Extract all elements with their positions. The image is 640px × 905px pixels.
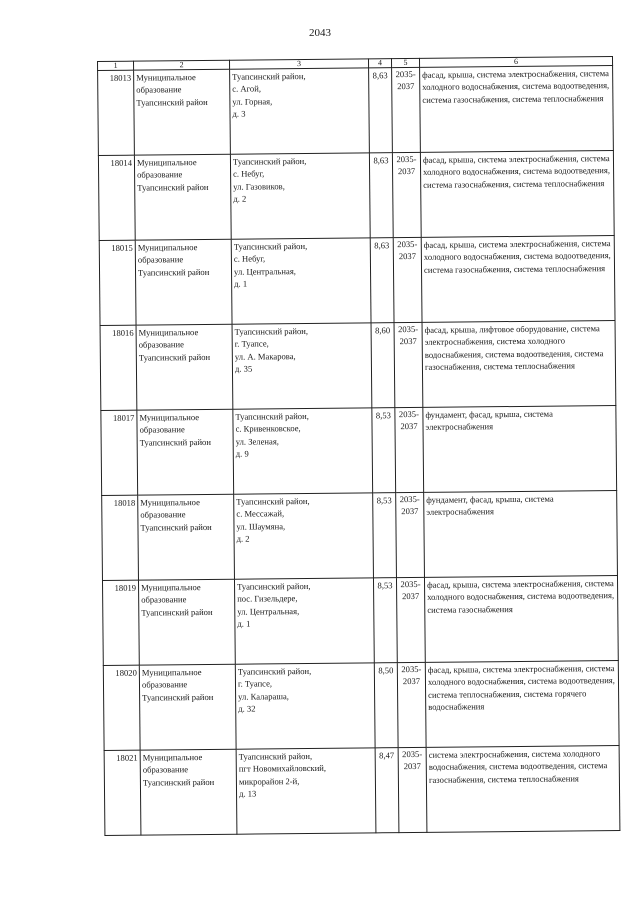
address-line: ул. Шаумяна, [236,521,286,532]
period-cell [393,237,422,322]
municipality-line: образование [140,509,186,521]
municipality-cell [134,69,231,155]
record-id: 18020 [115,667,137,678]
value-cell [375,748,399,833]
address-line: с. Агой, [232,83,262,95]
works-list: фасад, крыша, система электроснабжения, система холодного водоснабжения, система водоотведения, система газоснабжения, система теплоснабжения [422,153,611,190]
address-line: Туапсинский район, [233,240,308,252]
municipality-cell [138,579,235,665]
period-line: 2035- [396,153,417,165]
record-id-cell [101,410,138,495]
column-header: 1 [98,61,134,70]
address-line: Туапсинский район, [236,495,310,507]
record-id-cell [103,665,140,750]
document-sheet [97,56,619,836]
municipality-line: Туапсинский район [136,96,208,108]
address-line: д. 9 [235,448,249,459]
address-cell [236,748,376,834]
municipality-line: Туапсинский район [140,521,212,533]
table-row [98,66,614,156]
address-line: ул. Центральная, [237,605,300,617]
municipality-line: Туапсинский район [141,606,213,618]
address-line: ул. Горная, [232,96,273,107]
table-row [103,661,619,751]
address-line: Туапсинский район, [232,155,307,167]
value: 8,50 [378,665,394,676]
address-line: Туапсинский район, [234,325,309,337]
works-list: фасад, крыша, система электроснабжения, система холодного водоснабжения, система водоотведения, система газоснабжения, система теплоснабжения [422,68,610,105]
column-header: 5 [391,58,419,67]
address-line: Туапсинский район, [238,750,313,762]
period-cell [392,67,421,152]
period-cell [398,747,427,832]
address-line: с. Небуг, [233,168,265,180]
value: 8,53 [377,580,393,591]
address-line: Туапсинский район, [237,665,312,677]
works-cell [425,661,619,748]
period-line: 2035- [399,493,420,505]
works-list: фасад, крыша, система электроснабжения, система холодного водоснабжения, система водоотведения, система теплоснабжения, система горячего водоснабжения [427,663,615,713]
record-id-cell [99,240,136,325]
address-line: ул. Калараша, [238,690,289,702]
table-row [102,491,618,581]
record-id: 18021 [116,752,138,763]
municipality-line: Муниципальное [141,582,201,593]
column-header: 2 [134,60,230,70]
record-id: 18013 [109,72,132,83]
value-cell [369,153,393,238]
municipality-line: образование [142,764,189,775]
address-line: д. 1 [234,278,248,289]
address-cell [231,238,371,324]
value-cell [372,408,396,493]
column-header: 6 [419,57,612,68]
municipality-line: образование [139,424,185,436]
address-line: д. 2 [233,193,247,204]
address-line: ул. Центральная, [233,265,296,277]
value: 8,63 [374,240,390,251]
period-line: 2037 [401,506,419,517]
value: 8,60 [375,325,391,336]
record-id-cell [98,70,135,155]
works-cell [422,321,616,408]
period-line: 2035- [397,238,418,250]
value-cell [370,238,394,323]
municipality-line: Муниципальное [140,497,200,508]
period-line: 2037 [402,676,421,687]
table-row [104,746,620,836]
address-line: ул. Газовиков, [233,181,285,192]
works-cell [424,576,618,663]
municipality-line: образование [137,254,184,266]
municipality-line: Туапсинский район [139,436,211,448]
table-row [99,236,615,326]
address-line: ул. Зеленая, [235,436,279,447]
municipality-line: образование [141,594,187,606]
period-cell [395,407,424,492]
works-cell [423,406,617,493]
address-line: д. 32 [238,703,256,714]
address-line: Туапсинский район, [237,580,311,592]
table-body [98,66,620,836]
period-line: 2035- [395,68,416,80]
address-line: микрорайон 2-й, [238,775,300,787]
municipality-line: Муниципальное [136,157,197,168]
works-list: фасад, крыша, система электроснабжения, система холодного водоснабжения, система водоотведения, система газоснабжения, система теплоснабжения [423,238,611,275]
address-cell [230,68,370,154]
municipality-line: Туапсинский район [137,266,210,278]
municipality-line: образование [137,169,183,181]
value-cell [371,323,395,408]
record-id-cell [98,155,135,240]
value-cell [374,663,398,748]
address-cell [232,323,372,409]
works-cell [421,236,615,323]
record-id: 18014 [110,157,133,168]
municipality-cell [135,239,232,325]
period-line: 2035- [400,578,421,590]
record-id-cell [104,750,141,835]
record-id-cell [102,580,139,665]
works-list: фасад, крыша, лифтовое оборудование, система электроснабжения, система холодного водоснабжения, система водоотведения, система газоснабжения, система теплоснабжения [424,323,604,373]
period-cell [397,662,426,747]
table-row [102,576,618,666]
works-list: фундамент, фасад, крыша, система электроснабжения [425,408,553,433]
address-line: с. Мессажай, [236,508,285,520]
period-line: 2037 [399,336,417,347]
address-line: Туапсинский район, [232,70,306,82]
municipality-line: Муниципальное [141,667,202,678]
municipality-line: Муниципальное [137,242,198,253]
value: 8,53 [375,410,391,421]
repair-schedule-table [97,56,620,836]
works-cell [424,491,618,578]
address-cell [234,493,374,579]
works-cell [426,746,620,833]
address-line: д. 13 [238,788,257,799]
address-line: пос. Гизельдере, [237,593,298,605]
record-id-cell [102,495,139,580]
municipality-line: Муниципальное [138,327,199,338]
works-list: система электроснабжения, система холодного водоснабжения, система водоотведения, система газоснабжения, система теплоснабжения [428,748,608,785]
period-line: 2037 [398,251,417,262]
works-list: фасад, крыша, система электроснабжения, система холодного водоснабжения, система водоотведения, система газоснабжения [426,578,615,615]
municipality-line: образование [141,679,188,691]
period-line: 2035- [398,408,419,420]
table-row [101,406,617,496]
address-line: ул. А. Макарова, [234,350,296,362]
column-header: 3 [229,59,368,69]
address-line: пгт Новомихайловский, [238,763,327,775]
address-cell [230,153,370,239]
value-cell [373,578,397,663]
municipality-cell [136,324,233,410]
value: 8,63 [373,155,389,166]
municipality-line: Муниципальное [136,72,196,83]
period-cell [396,577,425,662]
period-cell [394,322,423,407]
municipality-line: Туапсинский район [138,351,211,363]
address-line: д. 1 [237,618,251,629]
record-id: 18017 [112,412,135,423]
period-line: 2037 [402,591,420,602]
value-cell [373,493,397,578]
record-id: 18019 [114,582,137,593]
address-line: г. Туапсе, [234,338,269,350]
period-line: 2037 [397,166,416,177]
record-id-cell [100,325,137,410]
page-number: 2043 [309,27,331,39]
municipality-cell [137,409,234,495]
record-id: 18015 [111,242,133,253]
works-list: фундамент, фасад, крыша, система электроснабжения [426,493,554,518]
address-line: д. 35 [234,363,253,374]
address-line: Туапсинский район, [235,410,309,422]
period-line: 2035- [402,748,423,760]
municipality-line: Туапсинский район [137,181,209,193]
period-line: 2037 [397,81,415,92]
column-header: 4 [368,59,391,68]
address-line: д. 3 [232,108,246,119]
record-id: 18018 [113,497,136,508]
address-line: с. Небуг, [233,253,266,265]
period-line: 2035- [398,323,419,335]
record-id: 18016 [112,327,134,338]
period-cell [392,152,421,237]
municipality-cell [134,154,231,240]
municipality-cell [140,749,237,835]
value: 8,53 [376,495,392,506]
period-line: 2037 [400,421,418,432]
address-line: д. 2 [236,533,250,544]
municipality-cell [139,664,236,750]
municipality-line: образование [136,84,182,96]
period-line: 2035- [401,663,422,675]
municipality-line: Муниципальное [142,752,203,763]
address-cell [235,663,375,749]
municipality-cell [138,494,235,580]
value-cell [369,68,393,153]
address-line: г. Туапсе, [237,678,273,690]
address-cell [233,408,373,494]
table-row [100,321,616,411]
municipality-line: Муниципальное [139,412,200,423]
works-cell [420,151,614,238]
address-line: с. Кривенковское, [235,423,301,435]
address-cell [234,578,374,664]
period-cell [396,492,425,577]
works-cell [420,66,614,153]
municipality-line: образование [138,339,184,351]
period-line: 2037 [403,761,421,772]
table-row [98,151,614,241]
municipality-line: Туапсинский район [142,776,215,788]
value: 8,47 [379,750,395,761]
value: 8,63 [372,70,388,81]
municipality-line: Туапсинский район [142,691,214,703]
